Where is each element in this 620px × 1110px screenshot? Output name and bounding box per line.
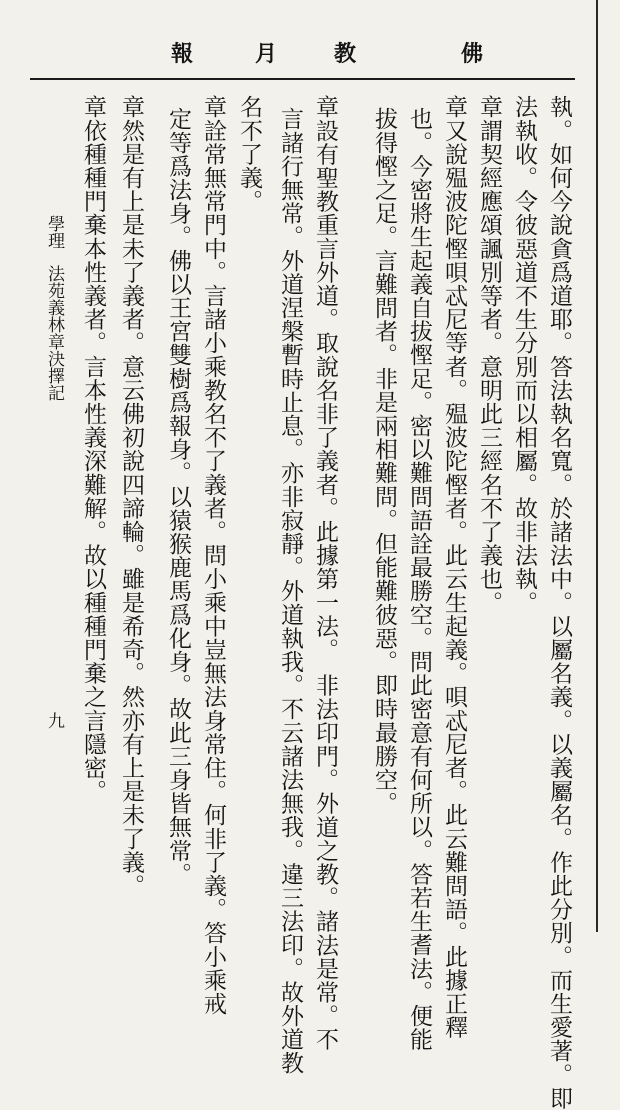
text-column-2: 法執收。令彼惡道不生分別而以相屬。故非法執。 bbox=[511, 95, 537, 615]
header-rule bbox=[30, 78, 575, 80]
header-char-1: 佛 bbox=[461, 41, 484, 67]
text-column-1: 執。如何今說貪爲道耶。答法執名寬。於諸法中。以屬名義。以義屬名。作此分別。而生愛著。即 bbox=[546, 95, 572, 1110]
text-column-6: 拔得慳之足。言難問者。非是兩相難問。但能難彼惡。即時最勝空。 bbox=[371, 107, 397, 815]
text-column-10: 章詮常無常門中。言諸小乘教名不了義者。問小乘中豈無法身常住。何非了義。答小乘戒 bbox=[200, 95, 226, 1016]
text-column-7: 章設有聖教重言外道。取說名非了義者。此據第一法。 非法印門。外道之教。諸法是常。不 bbox=[312, 95, 338, 1052]
text-column-3: 章謂契經應頌諷別等者。意明此三經名不了義也。 bbox=[476, 95, 502, 615]
header-char-3: 月 bbox=[255, 41, 278, 67]
text-column-4: 章又說殟波陀慳唄忒尼等者。殟波陀慳者。此云生起義。唄忒尼者。此云難問語。此據正釋 bbox=[441, 95, 467, 1039]
text-column-8: 言諸行無常。外道涅槃暫時止息。亦非寂靜。外道執我。不云諸法無我。違三法印。故外道教 bbox=[277, 107, 303, 1075]
page-edge-line bbox=[596, 0, 598, 932]
text-column-13: 章依種種門棄本性義者。言本性義深難解。故以種種門棄之言隱密。 bbox=[80, 95, 106, 803]
text-column-11: 定等爲法身。佛以王宮雙樹爲報身。以猿猴鹿馬爲化身。故此三身皆無常。 bbox=[165, 107, 191, 886]
section-label: 學理 bbox=[44, 215, 64, 249]
text-column-5: 也。今密將生起義自拔慳足。密以難問語詮最勝空。問此密意有何所以。答若生耆法。便能 bbox=[406, 107, 432, 1051]
header-char-2: 教 bbox=[334, 41, 357, 67]
text-column-9: 名不了義。 bbox=[236, 95, 262, 213]
running-title: 法苑義林章決擇記 bbox=[44, 265, 64, 401]
header-char-4: 報 bbox=[171, 41, 194, 67]
text-column-12: 章然是有上是未了義者。意云佛初說四諦輪。雖是希奇。然亦有上是未了義。 bbox=[118, 95, 144, 898]
page-number: 九 bbox=[44, 712, 64, 729]
